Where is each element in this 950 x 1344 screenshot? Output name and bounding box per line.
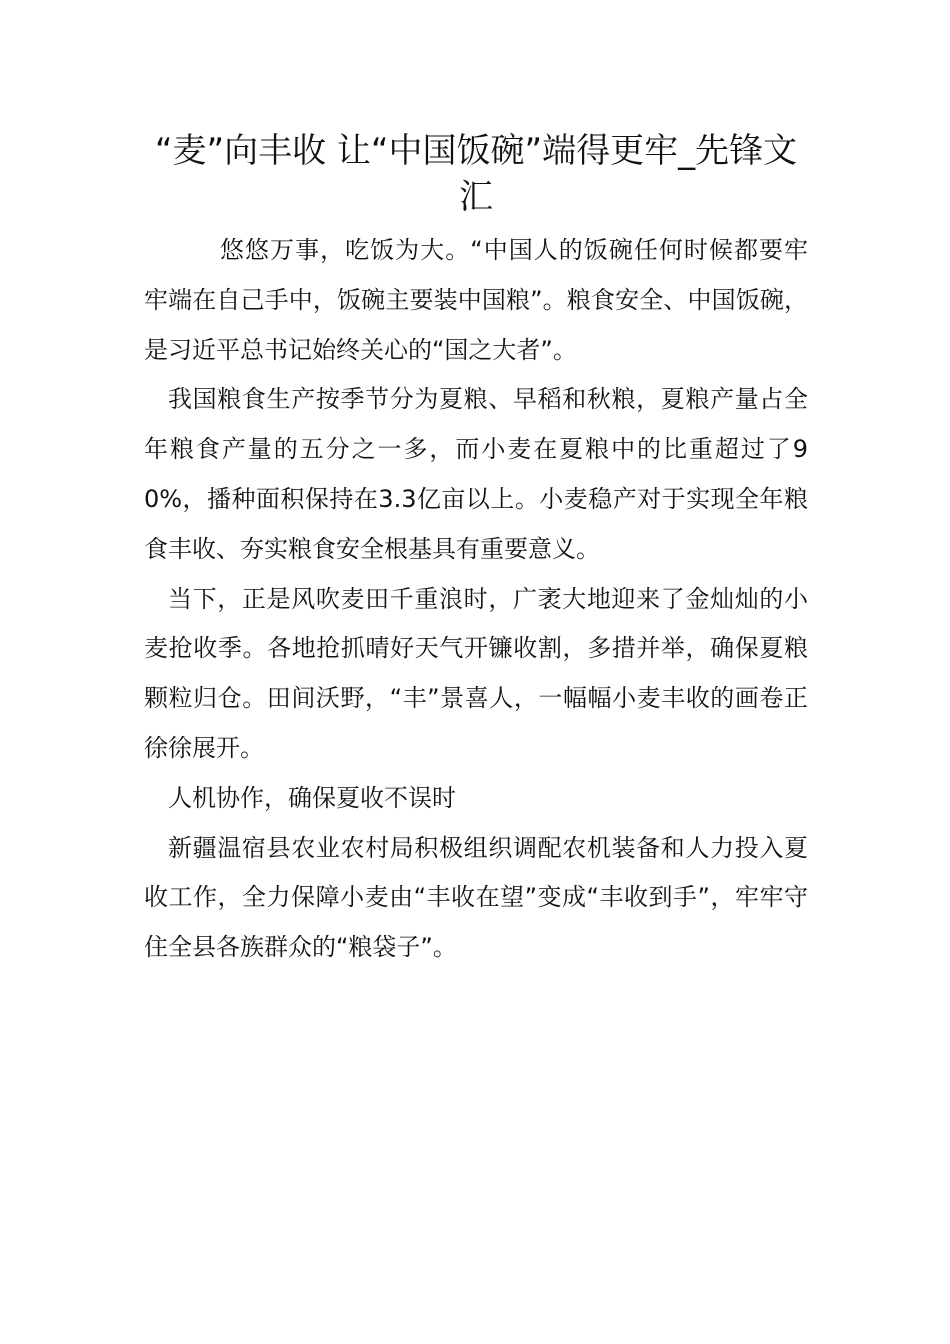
section-heading: 人机协作，确保夏收不误时 — [168, 783, 456, 812]
document-title: “麦”向丰收 让“中国饭碗”端得更牢_先锋文汇 — [154, 131, 798, 217]
paragraph-intro: 悠悠万事，吃饭为大。“中国人的饭碗任何时候都要牢牢端在自己手中，饭碗主要装中国粮”。粮食安全、中国饭碗，是习近平总书记始终关心的“国之大者”。 — [144, 236, 808, 364]
paragraph-xinjiang: 新疆温宿县农业农村局积极组织调配农机装备和人力投入夏收工作，全力保障小麦由“丰收在望”变成“丰收到手”，牢牢守住全县各族群众的“粮袋子”。 — [144, 833, 808, 962]
paragraph-harvest-season: 当下，正是风吹麦田千重浪时，广袤大地迎来了金灿灿的小麦抢收季。各地抢抓晴好天气开镰收割，多措并举，确保夏粮颗粒归仓。田间沃野，“丰”景喜人，一幅幅小麦丰收的画卷正徐徐展开。 — [144, 584, 808, 762]
document-body — [144, 226, 808, 973]
document-page — [144, 128, 808, 973]
paragraph-summer-grain: 我国粮食生产按季节分为夏粮、早稻和秋粮，夏粮产量占全年粮食产量的五分之一多，而小麦在夏粮中的比重超过了90%，播种面积保持在3.3亿亩以上。小麦稳产对于实现全年粮食丰收、夯实粮食安全根基具有重要意义。 — [144, 385, 808, 563]
